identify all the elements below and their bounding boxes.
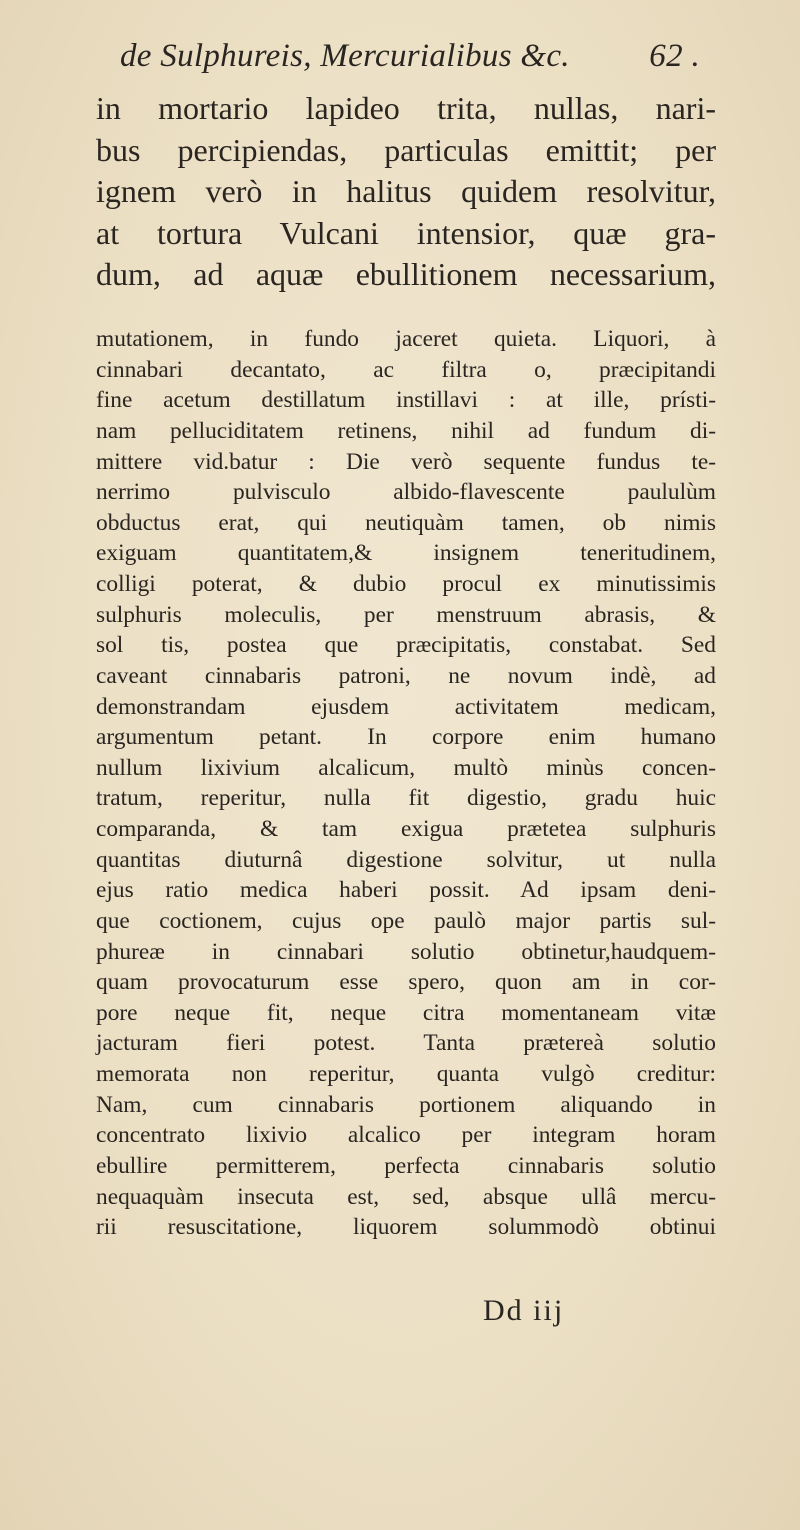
signature-mark: Dd iij (483, 1294, 565, 1327)
text-line: nullum lixivium alcalicum, multò minùs concen- (96, 754, 716, 781)
text-line: bus percipiendas, particulas emittit; per (96, 131, 716, 168)
text-line: phureæ in cinnabari solutio obtinetur,haudquem- (96, 938, 716, 965)
text-line: fine acetum destillatum instillavi : at ille, prísti- (96, 387, 716, 414)
text-line: jacturam fieri potest. Tanta prætereà solutio (96, 1030, 716, 1057)
body-text (96, 324, 716, 1243)
text-line: at tortura Vulcani intensior, quæ gra- (96, 214, 716, 251)
text-line: Nam, cum cinnabaris portionem aliquando in (96, 1091, 716, 1118)
text-line: que coctionem, cujus ope paulò major partis sul- (96, 907, 716, 934)
text-line: pore neque fit, neque citra momentaneam vitæ (96, 999, 716, 1026)
text-line: quam provocaturum esse spero, quon am in cor- (96, 969, 716, 996)
text-line: memorata non reperitur, quanta vulgò creditur: (96, 1061, 716, 1087)
text-line: sol tis, postea que præcipitatis, constabat. Sed (96, 632, 716, 659)
running-head-title: de Sulphureis, Mercurialibus &c. (120, 38, 570, 74)
text-line: obductus erat, qui neutiquàm tamen, ob nimis (96, 509, 716, 536)
text-line: cinnabari decantato, ac filtra o, præcipitandi (96, 356, 716, 383)
text-line: ebullire permitterem, perfecta cinnabaris solutio (96, 1152, 716, 1179)
running-head (120, 38, 700, 88)
text-line: nam pelluciditatem retinens, nihil ad fundum di- (96, 417, 716, 444)
text-line: tratum, reperitur, nulla fit digestio, gradu huic (96, 785, 716, 812)
text-line: ignem verò in halitus quidem resolvitur, (96, 173, 716, 210)
text-line: nerrimo pulvisculo albido-flavescente paululùm (96, 479, 716, 506)
text-line: dum, ad aquæ ebullitionem necessarium, (96, 256, 716, 293)
text-line: argumentum petant. In corpore enim humano (96, 724, 716, 751)
text-line: concentrato lixivio alcalico per integram horam (96, 1122, 716, 1149)
text-line: nequaquàm insecuta est, sed, absque ullâ mercu- (96, 1183, 716, 1210)
text-line: quantitas diuturnâ digestione solvitur, ut nulla (96, 846, 716, 873)
text-line: ejus ratio medica haberi possit. Ad ipsam deni- (96, 877, 716, 904)
page-number: 62 . (649, 38, 700, 74)
text-line: rii resuscitatione, liquorem solummodò obtinui (96, 1214, 716, 1241)
text-line: caveant cinnabaris patroni, ne novum indè, ad (96, 662, 716, 689)
intro-paragraph (96, 88, 716, 296)
text-line: comparanda, & tam exigua prætetea sulphuris (96, 816, 716, 842)
text-line: exiguam quantitatem,& insignem teneritudinem, (96, 540, 716, 567)
text-line: sulphuris moleculis, per menstruum abrasis, & (96, 601, 716, 628)
text-line: mutationem, in fundo jaceret quieta. Liquori, à (96, 326, 716, 352)
text-line: in mortario lapideo trita, nullas, nari- (96, 90, 716, 126)
text-line: mittere vid.batur : Die verò sequente fundus te- (96, 448, 716, 475)
text-line: colligi poterat, & dubio procul ex minutissimis (96, 571, 716, 597)
text-line: demonstrandam ejusdem activitatem medicam, (96, 693, 716, 720)
